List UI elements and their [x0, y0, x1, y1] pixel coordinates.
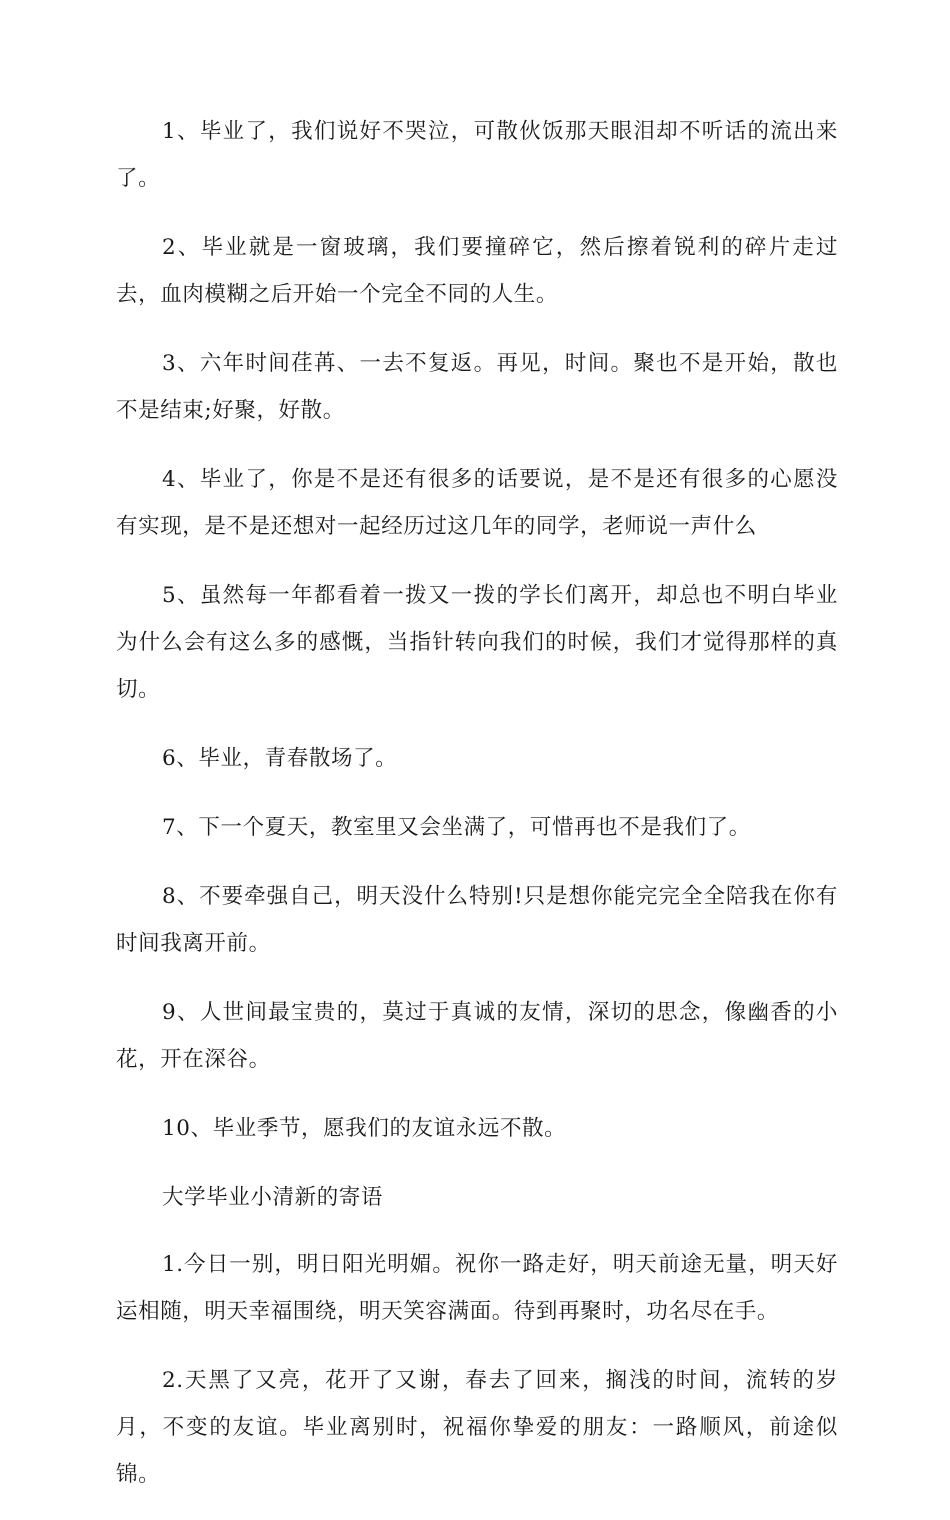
paragraph-3: 3、六年时间荏苒、一去不复返。再见，时间。聚也不是开始，散也不是结束;好聚，好散。: [116, 351, 838, 423]
section-heading: 大学毕业小清新的寄语: [162, 1185, 384, 1210]
paragraph-5: 5、虽然每一年都看着一拨又一拨的学长们离开，却总也不明白毕业为什么会有这么多的感慨，当指针转向我们的时候，我们才觉得那样的真切。: [116, 583, 838, 702]
paragraph-9: 9、人世间最宝贵的，莫过于真诚的友情，深切的思念，像幽香的小花，开在深谷。: [116, 1000, 838, 1072]
paragraph-6: 6、毕业，青春散场了。: [162, 746, 398, 771]
paragraph-10: 10、毕业季节，愿我们的友谊永远不散。: [162, 1116, 567, 1141]
paragraph-2: 2、毕业就是一窗玻璃，我们要撞碎它，然后擦着锐利的碎片走过去，血肉模糊之后开始一个完全不同的人生。: [116, 235, 838, 307]
document-page: [116, 108, 838, 1520]
paragraph-4: 4、毕业了，你是不是还有很多的话要说，是不是还有很多的心愿没有实现，是不是还想对一起经历过这几年的同学，老师说一声什么: [116, 467, 838, 539]
blessing-paragraph-1: 1.今日一别，明日阳光明媚。祝你一路走好，明天前途无量，明天好运相随，明天幸福围绕，明天笑容满面。待到再聚时，功名尽在手。: [116, 1252, 838, 1324]
blessing-paragraph-2: 2.天黑了又亮，花开了又谢，春去了回来，搁浅的时间，流转的岁月，不变的友谊。毕业离别时，祝福你挚爱的朋友：一路顺风，前途似锦。: [116, 1368, 838, 1487]
paragraph-8: 8、不要牵强自己，明天没什么特别!只是想你能完完全全陪我在你有时间我离开前。: [116, 884, 838, 956]
paragraph-7: 7、下一个夏天，教室里又会坐满了，可惜再也不是我们了。: [162, 815, 751, 840]
paragraph-1: 1、毕业了，我们说好不哭泣，可散伙饭那天眼泪却不听话的流出来了。: [116, 119, 838, 191]
